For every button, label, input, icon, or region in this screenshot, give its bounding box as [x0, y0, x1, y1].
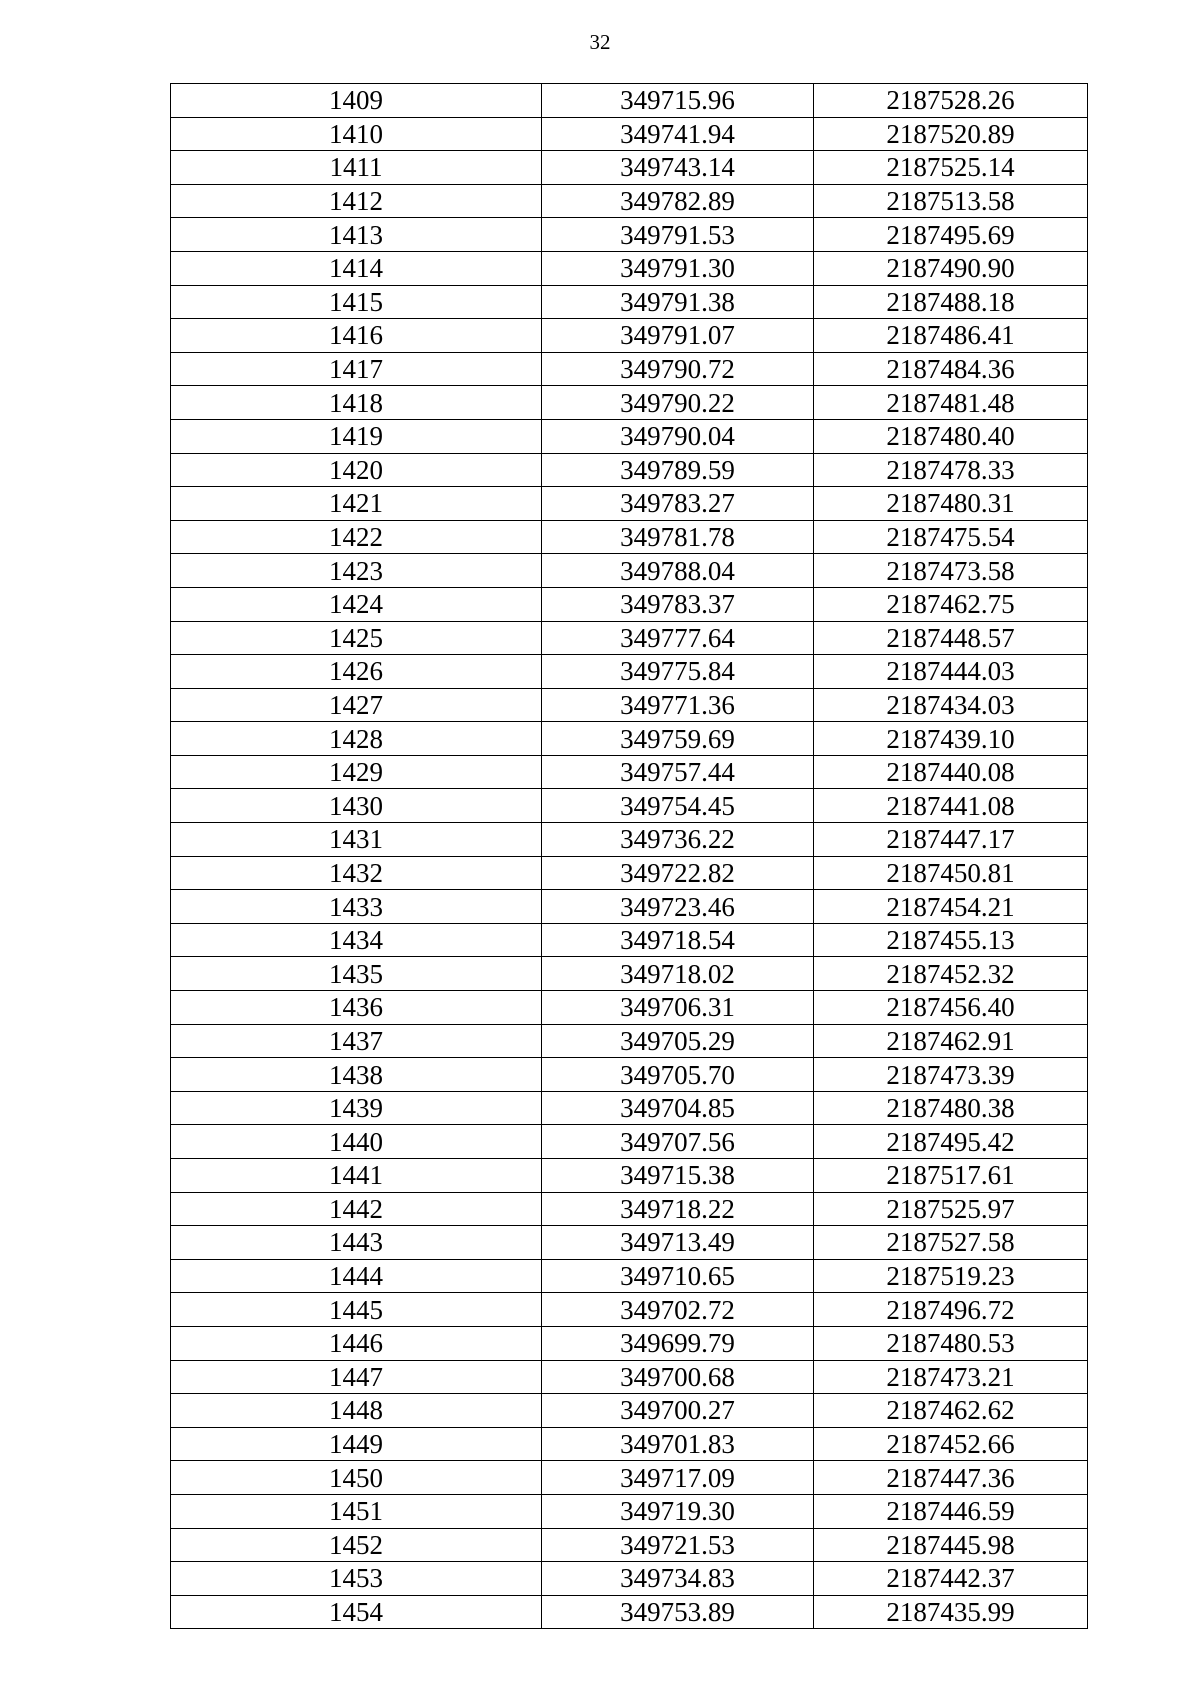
- table-row: [171, 84, 1088, 118]
- table-row: [171, 1058, 1088, 1092]
- point-number-cell: 1424: [171, 587, 542, 621]
- x-coordinate-cell: 349789.59: [542, 453, 814, 487]
- y-coordinate-cell: 2187519.23: [814, 1259, 1088, 1293]
- table-row: [171, 184, 1088, 218]
- table-row: [171, 655, 1088, 689]
- table-row: [171, 520, 1088, 554]
- y-coordinate-cell: 2187478.33: [814, 453, 1088, 487]
- point-number-cell: 1419: [171, 419, 542, 453]
- x-coordinate-cell: 349788.04: [542, 554, 814, 588]
- y-coordinate-cell: 2187525.14: [814, 151, 1088, 185]
- y-coordinate-cell: 2187435.99: [814, 1595, 1088, 1629]
- y-coordinate-cell: 2187452.66: [814, 1427, 1088, 1461]
- x-coordinate-cell: 349790.72: [542, 352, 814, 386]
- y-coordinate-cell: 2187439.10: [814, 722, 1088, 756]
- point-number-cell: 1416: [171, 319, 542, 353]
- point-number-cell: 1449: [171, 1427, 542, 1461]
- table-row: [171, 1293, 1088, 1327]
- point-number-cell: 1446: [171, 1326, 542, 1360]
- y-coordinate-cell: 2187441.08: [814, 789, 1088, 823]
- table-row: [171, 1259, 1088, 1293]
- table-row: [171, 251, 1088, 285]
- coordinates-table-body: [171, 84, 1088, 1629]
- x-coordinate-cell: 349759.69: [542, 722, 814, 756]
- x-coordinate-cell: 349707.56: [542, 1125, 814, 1159]
- table-row: [171, 487, 1088, 521]
- y-coordinate-cell: 2187480.40: [814, 419, 1088, 453]
- table-row: [171, 285, 1088, 319]
- table-row: [171, 218, 1088, 252]
- point-number-cell: 1434: [171, 923, 542, 957]
- x-coordinate-cell: 349718.22: [542, 1192, 814, 1226]
- x-coordinate-cell: 349719.30: [542, 1494, 814, 1528]
- x-coordinate-cell: 349699.79: [542, 1326, 814, 1360]
- x-coordinate-cell: 349736.22: [542, 823, 814, 857]
- x-coordinate-cell: 349754.45: [542, 789, 814, 823]
- x-coordinate-cell: 349723.46: [542, 890, 814, 924]
- y-coordinate-cell: 2187447.36: [814, 1461, 1088, 1495]
- table-row: [171, 1394, 1088, 1428]
- point-number-cell: 1450: [171, 1461, 542, 1495]
- table-row: [171, 621, 1088, 655]
- x-coordinate-cell: 349722.82: [542, 856, 814, 890]
- y-coordinate-cell: 2187446.59: [814, 1494, 1088, 1528]
- table-row: [171, 957, 1088, 991]
- y-coordinate-cell: 2187488.18: [814, 285, 1088, 319]
- x-coordinate-cell: 349710.65: [542, 1259, 814, 1293]
- point-number-cell: 1427: [171, 688, 542, 722]
- point-number-cell: 1445: [171, 1293, 542, 1327]
- y-coordinate-cell: 2187447.17: [814, 823, 1088, 857]
- x-coordinate-cell: 349715.96: [542, 84, 814, 118]
- point-number-cell: 1447: [171, 1360, 542, 1394]
- x-coordinate-cell: 349721.53: [542, 1528, 814, 1562]
- y-coordinate-cell: 2187442.37: [814, 1562, 1088, 1596]
- point-number-cell: 1441: [171, 1159, 542, 1193]
- table-row: [171, 722, 1088, 756]
- x-coordinate-cell: 349781.78: [542, 520, 814, 554]
- y-coordinate-cell: 2187456.40: [814, 991, 1088, 1025]
- table-row: [171, 1595, 1088, 1629]
- y-coordinate-cell: 2187473.39: [814, 1058, 1088, 1092]
- y-coordinate-cell: 2187462.62: [814, 1394, 1088, 1428]
- coordinates-table: [170, 83, 1088, 1629]
- point-number-cell: 1448: [171, 1394, 542, 1428]
- x-coordinate-cell: 349705.29: [542, 1024, 814, 1058]
- point-number-cell: 1413: [171, 218, 542, 252]
- table-row: [171, 453, 1088, 487]
- table-row: [171, 1192, 1088, 1226]
- point-number-cell: 1451: [171, 1494, 542, 1528]
- x-coordinate-cell: 349783.37: [542, 587, 814, 621]
- point-number-cell: 1421: [171, 487, 542, 521]
- y-coordinate-cell: 2187481.48: [814, 386, 1088, 420]
- table-row: [171, 1159, 1088, 1193]
- y-coordinate-cell: 2187525.97: [814, 1192, 1088, 1226]
- y-coordinate-cell: 2187462.91: [814, 1024, 1088, 1058]
- point-number-cell: 1452: [171, 1528, 542, 1562]
- x-coordinate-cell: 349702.72: [542, 1293, 814, 1327]
- y-coordinate-cell: 2187490.90: [814, 251, 1088, 285]
- point-number-cell: 1430: [171, 789, 542, 823]
- y-coordinate-cell: 2187495.69: [814, 218, 1088, 252]
- y-coordinate-cell: 2187480.31: [814, 487, 1088, 521]
- x-coordinate-cell: 349791.53: [542, 218, 814, 252]
- point-number-cell: 1422: [171, 520, 542, 554]
- y-coordinate-cell: 2187475.54: [814, 520, 1088, 554]
- x-coordinate-cell: 349791.07: [542, 319, 814, 353]
- y-coordinate-cell: 2187527.58: [814, 1226, 1088, 1260]
- table-row: [171, 117, 1088, 151]
- x-coordinate-cell: 349734.83: [542, 1562, 814, 1596]
- y-coordinate-cell: 2187434.03: [814, 688, 1088, 722]
- table-row: [171, 151, 1088, 185]
- y-coordinate-cell: 2187484.36: [814, 352, 1088, 386]
- table-row: [171, 1024, 1088, 1058]
- table-row: [171, 554, 1088, 588]
- table-row: [171, 1091, 1088, 1125]
- y-coordinate-cell: 2187462.75: [814, 587, 1088, 621]
- y-coordinate-cell: 2187445.98: [814, 1528, 1088, 1562]
- x-coordinate-cell: 349705.70: [542, 1058, 814, 1092]
- table-row: [171, 1494, 1088, 1528]
- x-coordinate-cell: 349777.64: [542, 621, 814, 655]
- x-coordinate-cell: 349791.30: [542, 251, 814, 285]
- point-number-cell: 1440: [171, 1125, 542, 1159]
- point-number-cell: 1444: [171, 1259, 542, 1293]
- point-number-cell: 1454: [171, 1595, 542, 1629]
- y-coordinate-cell: 2187473.58: [814, 554, 1088, 588]
- y-coordinate-cell: 2187450.81: [814, 856, 1088, 890]
- table-row: [171, 1125, 1088, 1159]
- point-number-cell: 1439: [171, 1091, 542, 1125]
- point-number-cell: 1435: [171, 957, 542, 991]
- point-number-cell: 1438: [171, 1058, 542, 1092]
- y-coordinate-cell: 2187440.08: [814, 755, 1088, 789]
- y-coordinate-cell: 2187486.41: [814, 319, 1088, 353]
- y-coordinate-cell: 2187444.03: [814, 655, 1088, 689]
- x-coordinate-cell: 349717.09: [542, 1461, 814, 1495]
- point-number-cell: 1411: [171, 151, 542, 185]
- y-coordinate-cell: 2187448.57: [814, 621, 1088, 655]
- x-coordinate-cell: 349706.31: [542, 991, 814, 1025]
- table-row: [171, 1427, 1088, 1461]
- point-number-cell: 1429: [171, 755, 542, 789]
- point-number-cell: 1414: [171, 251, 542, 285]
- point-number-cell: 1437: [171, 1024, 542, 1058]
- point-number-cell: 1436: [171, 991, 542, 1025]
- x-coordinate-cell: 349700.68: [542, 1360, 814, 1394]
- table-row: [171, 923, 1088, 957]
- y-coordinate-cell: 2187473.21: [814, 1360, 1088, 1394]
- x-coordinate-cell: 349791.38: [542, 285, 814, 319]
- y-coordinate-cell: 2187513.58: [814, 184, 1088, 218]
- table-row: [171, 319, 1088, 353]
- point-number-cell: 1423: [171, 554, 542, 588]
- table-row: [171, 856, 1088, 890]
- x-coordinate-cell: 349771.36: [542, 688, 814, 722]
- point-number-cell: 1442: [171, 1192, 542, 1226]
- table-row: [171, 823, 1088, 857]
- table-row: [171, 1226, 1088, 1260]
- y-coordinate-cell: 2187520.89: [814, 117, 1088, 151]
- table-row: [171, 1562, 1088, 1596]
- point-number-cell: 1420: [171, 453, 542, 487]
- table-row: [171, 352, 1088, 386]
- table-row: [171, 1528, 1088, 1562]
- x-coordinate-cell: 349704.85: [542, 1091, 814, 1125]
- x-coordinate-cell: 349790.04: [542, 419, 814, 453]
- x-coordinate-cell: 349757.44: [542, 755, 814, 789]
- x-coordinate-cell: 349743.14: [542, 151, 814, 185]
- x-coordinate-cell: 349775.84: [542, 655, 814, 689]
- point-number-cell: 1417: [171, 352, 542, 386]
- table-row: [171, 1326, 1088, 1360]
- x-coordinate-cell: 349753.89: [542, 1595, 814, 1629]
- x-coordinate-cell: 349718.54: [542, 923, 814, 957]
- y-coordinate-cell: 2187480.38: [814, 1091, 1088, 1125]
- point-number-cell: 1443: [171, 1226, 542, 1260]
- table-row: [171, 386, 1088, 420]
- point-number-cell: 1433: [171, 890, 542, 924]
- table-row: [171, 755, 1088, 789]
- table-row: [171, 1360, 1088, 1394]
- x-coordinate-cell: 349713.49: [542, 1226, 814, 1260]
- table-row: [171, 419, 1088, 453]
- point-number-cell: 1409: [171, 84, 542, 118]
- x-coordinate-cell: 349741.94: [542, 117, 814, 151]
- point-number-cell: 1453: [171, 1562, 542, 1596]
- table-row: [171, 587, 1088, 621]
- y-coordinate-cell: 2187454.21: [814, 890, 1088, 924]
- y-coordinate-cell: 2187495.42: [814, 1125, 1088, 1159]
- point-number-cell: 1426: [171, 655, 542, 689]
- table-row: [171, 890, 1088, 924]
- point-number-cell: 1425: [171, 621, 542, 655]
- table-row: [171, 991, 1088, 1025]
- table-row: [171, 1461, 1088, 1495]
- point-number-cell: 1432: [171, 856, 542, 890]
- x-coordinate-cell: 349790.22: [542, 386, 814, 420]
- point-number-cell: 1412: [171, 184, 542, 218]
- point-number-cell: 1431: [171, 823, 542, 857]
- point-number-cell: 1418: [171, 386, 542, 420]
- y-coordinate-cell: 2187517.61: [814, 1159, 1088, 1193]
- y-coordinate-cell: 2187455.13: [814, 923, 1088, 957]
- point-number-cell: 1428: [171, 722, 542, 756]
- y-coordinate-cell: 2187496.72: [814, 1293, 1088, 1327]
- y-coordinate-cell: 2187528.26: [814, 84, 1088, 118]
- x-coordinate-cell: 349783.27: [542, 487, 814, 521]
- point-number-cell: 1415: [171, 285, 542, 319]
- table-row: [171, 789, 1088, 823]
- x-coordinate-cell: 349701.83: [542, 1427, 814, 1461]
- y-coordinate-cell: 2187452.32: [814, 957, 1088, 991]
- y-coordinate-cell: 2187480.53: [814, 1326, 1088, 1360]
- x-coordinate-cell: 349700.27: [542, 1394, 814, 1428]
- point-number-cell: 1410: [171, 117, 542, 151]
- x-coordinate-cell: 349715.38: [542, 1159, 814, 1193]
- page-number: 32: [589, 30, 611, 54]
- x-coordinate-cell: 349718.02: [542, 957, 814, 991]
- table-row: [171, 688, 1088, 722]
- x-coordinate-cell: 349782.89: [542, 184, 814, 218]
